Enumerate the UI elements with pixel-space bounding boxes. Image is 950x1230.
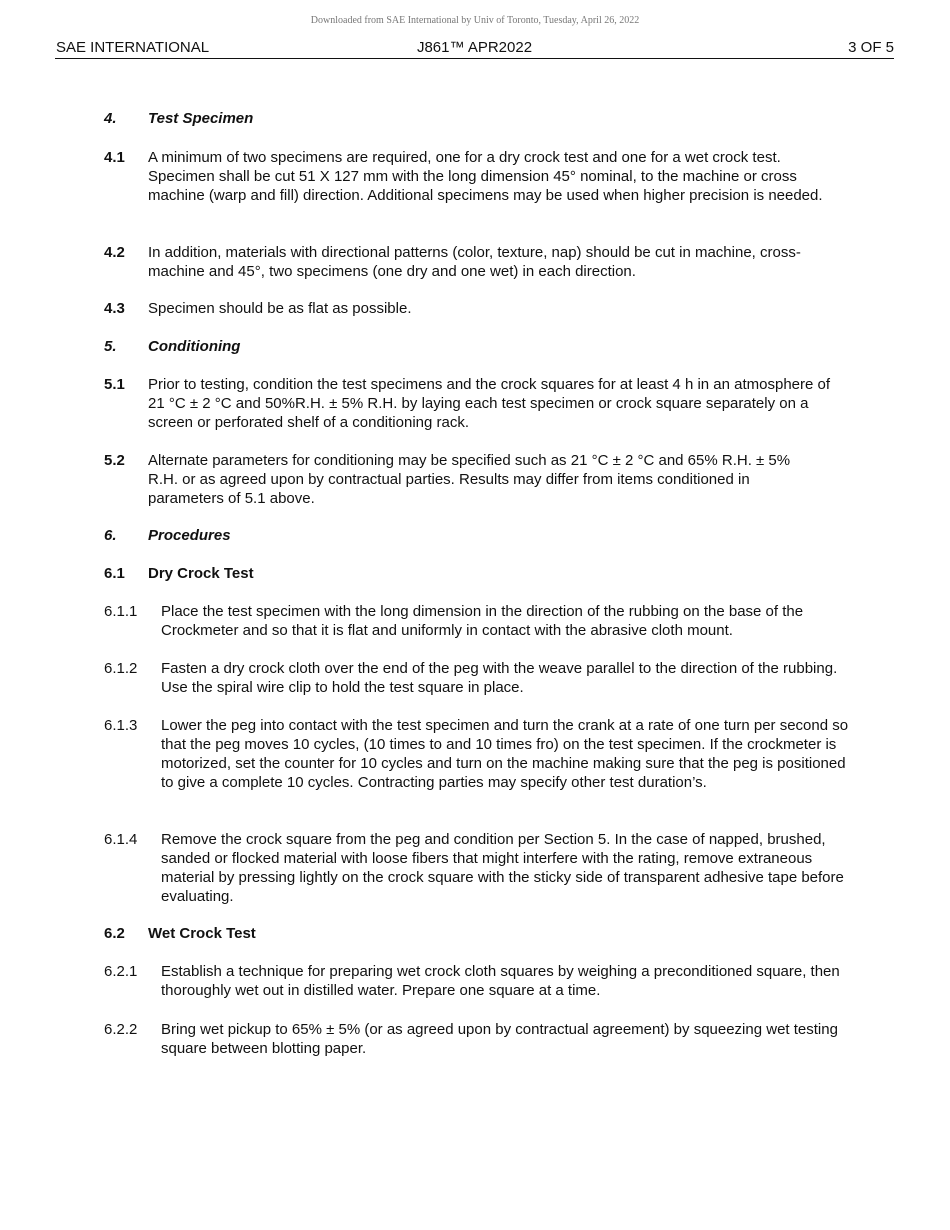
paragraph-number: 6.2.1 [104,963,138,980]
paragraph-text: Bring wet pickup to 65% ± 5% (or as agreed upon by contractual agreement) by squeezing wet testing square between blotting paper. [161,1021,838,1057]
paragraph-number: 4.1 [104,149,125,166]
section-number: 6. [104,527,117,544]
section-number: 4. [104,110,117,127]
paragraph-number: 6.1.4 [104,831,138,848]
paragraph-text: Place the test specimen with the long dimension in the direction of the rubbing on the base of the Crockmeter and so that it is flat and uniformly in contact with the abrasive cloth mount. [161,603,804,639]
paragraph-number: 6.2.2 [104,1021,138,1038]
section-title: Conditioning [148,338,241,355]
header-page-number: 3 OF 5 [848,39,894,56]
section-number: 6.2 [104,925,125,942]
section-title: Dry Crock Test [148,565,254,582]
paragraph-text: In addition, materials with directional patterns (color, texture, nap) should be cut in machine, cross-machine and 45°, two specimens (one dry and one wet) in each direction. [148,244,801,280]
header-org: SAE INTERNATIONAL [56,39,210,56]
paragraph-text: Remove the crock square from the peg and condition per Section 5. In the case of napped, brushed, sanded or flocked material with loose fibers that might interfere with the rating, remove extraneous material by pressing lightly on the crock square with the sticky side of transparent adhesive tape before evaluating. [161,831,844,905]
section-number: 5. [104,338,117,355]
header-doc-id: J861™ APR2022 [416,39,533,56]
paragraph-text: Specimen should be as flat as possible. [148,300,412,317]
paragraph-number: 6.1.2 [104,660,138,677]
paragraph-number: 5.2 [104,452,125,469]
paragraph-text: Lower the peg into contact with the test specimen and turn the crank at a rate of one turn per second so that the peg moves 10 cycles, (10 times to and 10 times fro) on the test specimen. If the crockmeter is motorized, set the counter for 10 cycles and turn on the machine making sure that the peg is positioned to give a complete 10 cycles. Contracting parties may specify other test duration’s. [161,717,849,791]
section-number: 6.1 [104,565,125,582]
download-watermark: Downloaded from SAE International by Univ of Toronto, Tuesday, April 26, 2022 [310,15,640,26]
paragraph-number: 6.1.3 [104,717,138,734]
paragraph-text: Alternate parameters for conditioning may be specified such as 21 °C ± 2 °C and 65% R.H. ± 5% R.H. or as agreed upon by contractual parties. Results may differ from items conditioned in parameters of 5.1 above. [148,452,791,507]
section-title: Procedures [148,527,231,544]
paragraph-text: A minimum of two specimens are required, one for a dry crock test and one for a wet crock test. Specimen shall be cut 51 X 127 mm with the long dimension 45° nominal, to the machine or cross machine (warp and fill) direction. Additional specimens may be used when higher precision is needed. [148,149,823,204]
paragraph-number: 5.1 [104,376,125,393]
section-title: Test Specimen [148,110,254,127]
paragraph-text: Establish a technique for preparing wet crock cloth squares by weighing a preconditioned square, then thoroughly wet out in distilled water. Prepare one square at a time. [161,963,840,999]
paragraph-number: 4.2 [104,244,125,261]
paragraph-text: Fasten a dry crock cloth over the end of the peg with the weave parallel to the direction of the rubbing. Use the spiral wire clip to hold the test square in place. [161,660,838,696]
page-header [55,38,894,59]
paragraph-number: 4.3 [104,300,125,317]
paragraph-text: Prior to testing, condition the test specimens and the crock squares for at least 4 h in an atmosphere of 21 °C ± 2 °C and 50%R.H. ± 5% R.H. by laying each test specimen or crock square separately on a screen or perforated shelf of a conditioning rack. [148,376,831,431]
section-title: Wet Crock Test [148,925,256,942]
paragraph-number: 6.1.1 [104,603,138,620]
